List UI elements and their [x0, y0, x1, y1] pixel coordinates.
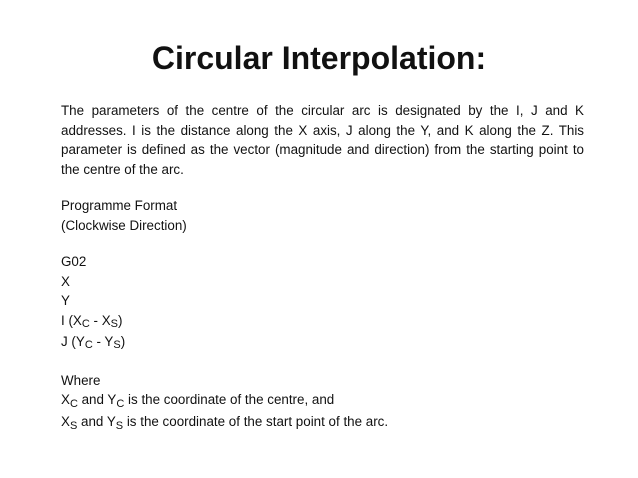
code-j-sub-s: S — [113, 339, 121, 351]
where1-y-sub: C — [116, 398, 125, 410]
spacer — [61, 179, 584, 196]
code-j-sub-c: C — [84, 339, 93, 351]
code-i-mid: - X — [89, 312, 111, 328]
where1-x-sub: C — [69, 398, 78, 410]
code-i — [61, 311, 584, 333]
format-heading: Programme Format — [61, 198, 178, 213]
spacer — [61, 235, 584, 252]
where2-rest: is the coordinate of the start point of the arc. — [123, 413, 389, 429]
where2-mid: and Y — [77, 413, 116, 429]
slide-body — [61, 101, 584, 433]
code-j-suffix: ) — [120, 334, 126, 349]
format-direction: (Clockwise Direction) — [61, 217, 187, 233]
where-line-start — [61, 412, 584, 434]
code-i-sub-c: C — [81, 317, 90, 330]
code-j — [61, 332, 584, 354]
code-y: Y — [61, 293, 70, 308]
where1-rest: is the coordinate of the centre, and — [124, 392, 335, 407]
intro-paragraph: The parameters of the centre of the circular arc is designated by the I, J and K addresses. I is the distance along the X axis, J along the Y, and K along the Z. This parameter is defined as the vector (magnitude and direction) from the starting point to the centre of the arc. — [61, 103, 584, 177]
where2-y-sub: S — [115, 419, 124, 432]
code-i-sub-s: S — [110, 317, 118, 330]
where1-mid: and Y — [77, 392, 117, 407]
where-heading: Where — [61, 372, 101, 388]
code-j-mid: - Y — [92, 334, 114, 349]
slide-title: Circular Interpolation: — [151, 40, 487, 76]
code-i-prefix: I (X — [61, 312, 82, 328]
code-i-suffix: ) — [117, 312, 123, 328]
code-j-prefix: J (Y — [61, 334, 85, 349]
where2-x-sub: S — [69, 419, 78, 432]
code-g02: G02 — [61, 254, 87, 269]
where2-x: X — [61, 413, 70, 429]
where-line-centre — [61, 390, 584, 412]
where1-x: X — [61, 392, 70, 407]
code-x: X — [61, 273, 70, 289]
spacer — [61, 354, 584, 371]
